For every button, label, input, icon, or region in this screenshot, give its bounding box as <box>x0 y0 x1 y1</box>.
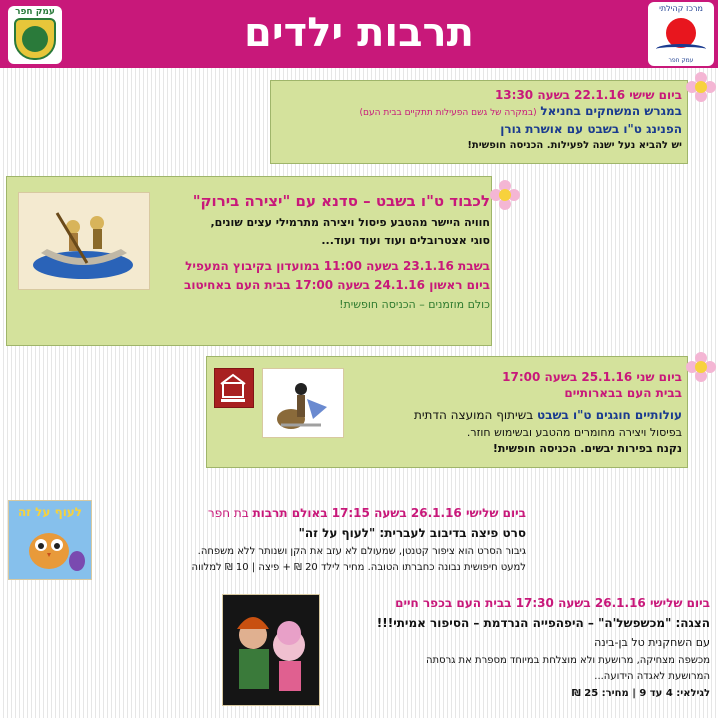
page-header <box>0 0 718 68</box>
event-3-title-bold: עולותיים חוגגים ט"ו בשבט <box>536 408 682 422</box>
event-3-date: ביום שני 25.1.16 בשעה 17:00 <box>502 370 682 384</box>
event-3-desc-1: בפיסול ויצירה מחומרים מהטבע ובשימוש חוזר. <box>466 426 682 439</box>
building-icon <box>214 369 253 408</box>
logo-left-text: עמק חפר <box>15 7 55 17</box>
event-1-text <box>272 88 682 151</box>
community-center-logo <box>648 2 714 66</box>
poster-title: לעוף על זה <box>17 505 83 519</box>
event-3-place: בבית העם בבארותיים <box>564 386 682 400</box>
event-4-place: בת חפר <box>207 506 253 520</box>
flower-icon <box>686 352 716 382</box>
flower-icon <box>686 72 716 102</box>
event-2-date-1: בשבת 23.1.16 בשעה 11:00 במועדון בקיבוץ המעפיל <box>185 259 490 273</box>
event-5-desc-2: המרושעת לאגדה הידועה... <box>594 671 710 682</box>
event-2-note: כולם מוזמנים – הכניסה חופשית! <box>339 298 490 311</box>
event-2-title: לכבוד ט"ו בשבט – סדנא עם "יצירה בירוק" <box>192 192 490 210</box>
wave-icon <box>656 44 706 54</box>
logo-right-sub: עמק חפר <box>668 57 694 64</box>
canoe-illustration <box>18 193 149 290</box>
event-3-title-rest: בשיתוף המועצה הדתית <box>413 408 537 422</box>
flower-icon <box>490 180 520 210</box>
event-1-title: הפנינג ט"ו בשבט עם אושרת גורן <box>500 122 682 136</box>
event-1-date: ביום שישי 22.1.16 בשעה 13:30 <box>494 88 682 102</box>
event-3-text <box>352 370 682 455</box>
religious-council-logo <box>214 368 254 408</box>
puppet-illustration <box>222 595 319 706</box>
event-5-title: הצגה: "מכשפשל'ה" – היפהפייה הנרדמת – הסיפור אמיתי!!! <box>376 616 710 630</box>
event-5-desc-1: מכשפה מצחיקה, מרושעת ולא מוצלחת במיוחד מספרת את גרסתה <box>426 655 710 666</box>
event-4-date: ביום שלישי 26.1.16 בשעה 17:15 באולם תרבות <box>252 506 526 520</box>
pinecone-craft-image <box>262 368 344 438</box>
event-4-text <box>6 506 526 573</box>
event-5-actress: עם השחקנית טל בן-בינה <box>594 636 710 649</box>
event-4-title: סרט פיצה בדיבוב לעברית: "לעוף על זה" <box>298 526 526 540</box>
event-2-text <box>160 192 490 311</box>
event-1-place-note: (במקרה של גשם הפעילות תתקיים בבית העם) <box>359 108 537 118</box>
pinecone-figure-illustration <box>262 369 343 438</box>
canoe-craft-image <box>18 192 150 290</box>
event-5-date: ביום שלישי 26.1.16 בשעה 17:30 בבית העם בכפר חיים <box>395 596 710 610</box>
event-2-desc-1: חוויה היישר מהטבע פיסול ויצירה מתרמילי עצים שונים, <box>210 216 490 229</box>
event-5-price: לגילאי: 4 עד 9 | מחיר: 25 ₪ <box>571 688 710 699</box>
event-5-text <box>330 596 710 699</box>
event-4-desc-2: למעט חיפושית נבונה כחברתו הטובה. מחיר לילד 20 ₪ + פיצה | 10 ₪ למלווה <box>191 562 526 573</box>
puppet-show-image <box>222 594 320 706</box>
logo-right-text: מרכז קהילתי <box>659 4 703 13</box>
page-title: תרבות ילדים <box>244 10 474 56</box>
event-4-desc-1: גיבור הסרט הוא ציפור קטנטן, שמעולם לא עזב את הקן ושנותר ללא משפחה. <box>197 546 526 557</box>
event-1-place: במגרש המשחקים בחניאל <box>540 104 682 118</box>
event-3-desc-2: נקנח בפירות יבשים. הכניסה חופשית! <box>492 442 682 455</box>
event-2-desc-2: סוגי אצטרובלים ועוד ועוד ועוד... <box>321 234 490 247</box>
event-2-date-2: ביום ראשון 24.1.16 בשעה 17:00 בבית העם באחיטוב <box>184 278 490 292</box>
event-1-note: יש להביא נעל ישנה לפעילות. הכניסה חופשית! <box>467 140 682 151</box>
